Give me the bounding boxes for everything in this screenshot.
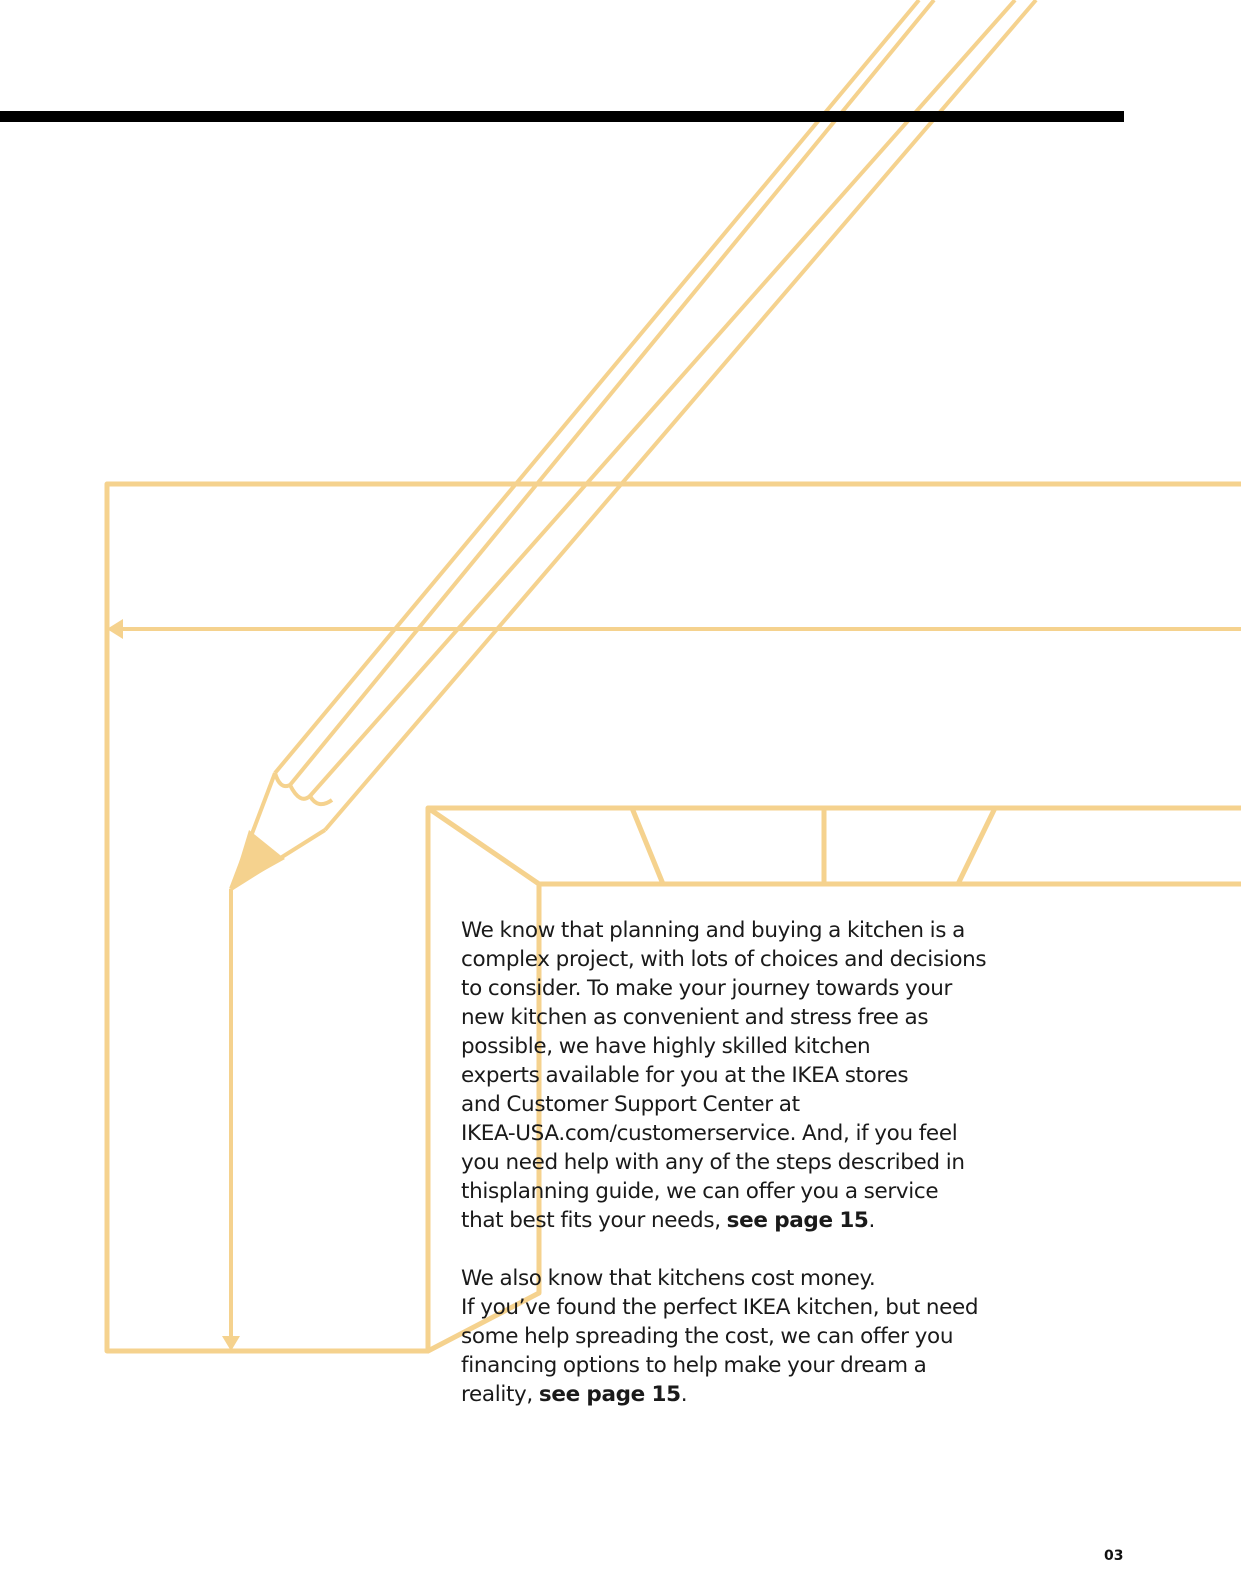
body-text [461,916,1021,1409]
paragraph-2-period: . [680,1382,688,1407]
page-number: 03 [1104,1548,1124,1564]
paragraph-gap [461,1235,1021,1264]
paragraph-1-line: We know that planning and buying a kitchen is a [461,918,965,943]
paragraph-1-last-line [461,1206,1021,1235]
paragraph-1-line: thisplanning guide, we can offer you a service [461,1179,939,1204]
paragraph-1-line: experts available for you at the IKEA stores [461,1063,909,1088]
pencil-graphite-tip [231,830,285,889]
paragraph-2-last-line [461,1380,1021,1409]
paragraph-1-last-text: that best fits your needs, [461,1208,727,1233]
paragraph-2-line: We also know that kitchens cost money. [461,1266,876,1291]
page-reference-link[interactable]: see page 15 [538,1382,681,1407]
paragraph-1-line: possible, we have highly skilled kitchen [461,1034,871,1059]
cabinet-bevel-line [428,808,539,884]
paragraph-1-line: and Customer Support Center at [461,1092,800,1117]
top-rule [0,111,1124,122]
pencil-icon [231,0,1036,889]
paragraph-1-line: IKEA-USA.com/customerservice. And, if you feel [461,1121,958,1146]
pencil-wood-scallops [275,773,332,804]
paragraph-2-line: some help spreading the cost, we can offer you [461,1324,954,1349]
paragraph-2-line: If you’ve found the perfect IKEA kitchen, but need [461,1295,979,1320]
paragraph-2 [461,1264,1021,1409]
paragraph-2-last-text: reality, [461,1382,539,1407]
paragraph-1 [461,916,1021,1235]
paragraph-1-line: to consider. To make your journey towards your [461,976,952,1001]
paragraph-2-line: financing options to help make your dream a [461,1353,927,1378]
paragraph-1-period: . [868,1208,876,1233]
paragraph-1-line: complex project, with lots of choices and decisions [461,947,987,972]
cabinet-divider-1 [632,808,663,884]
page-reference-link[interactable]: see page 15 [726,1208,869,1233]
pencil-edge-right [325,0,1036,830]
cabinet-divider-3 [958,808,995,884]
paragraph-1-line: you need help with any of the steps described in [461,1150,965,1175]
paragraph-1-line: new kitchen as convenient and stress free as [461,1005,929,1030]
